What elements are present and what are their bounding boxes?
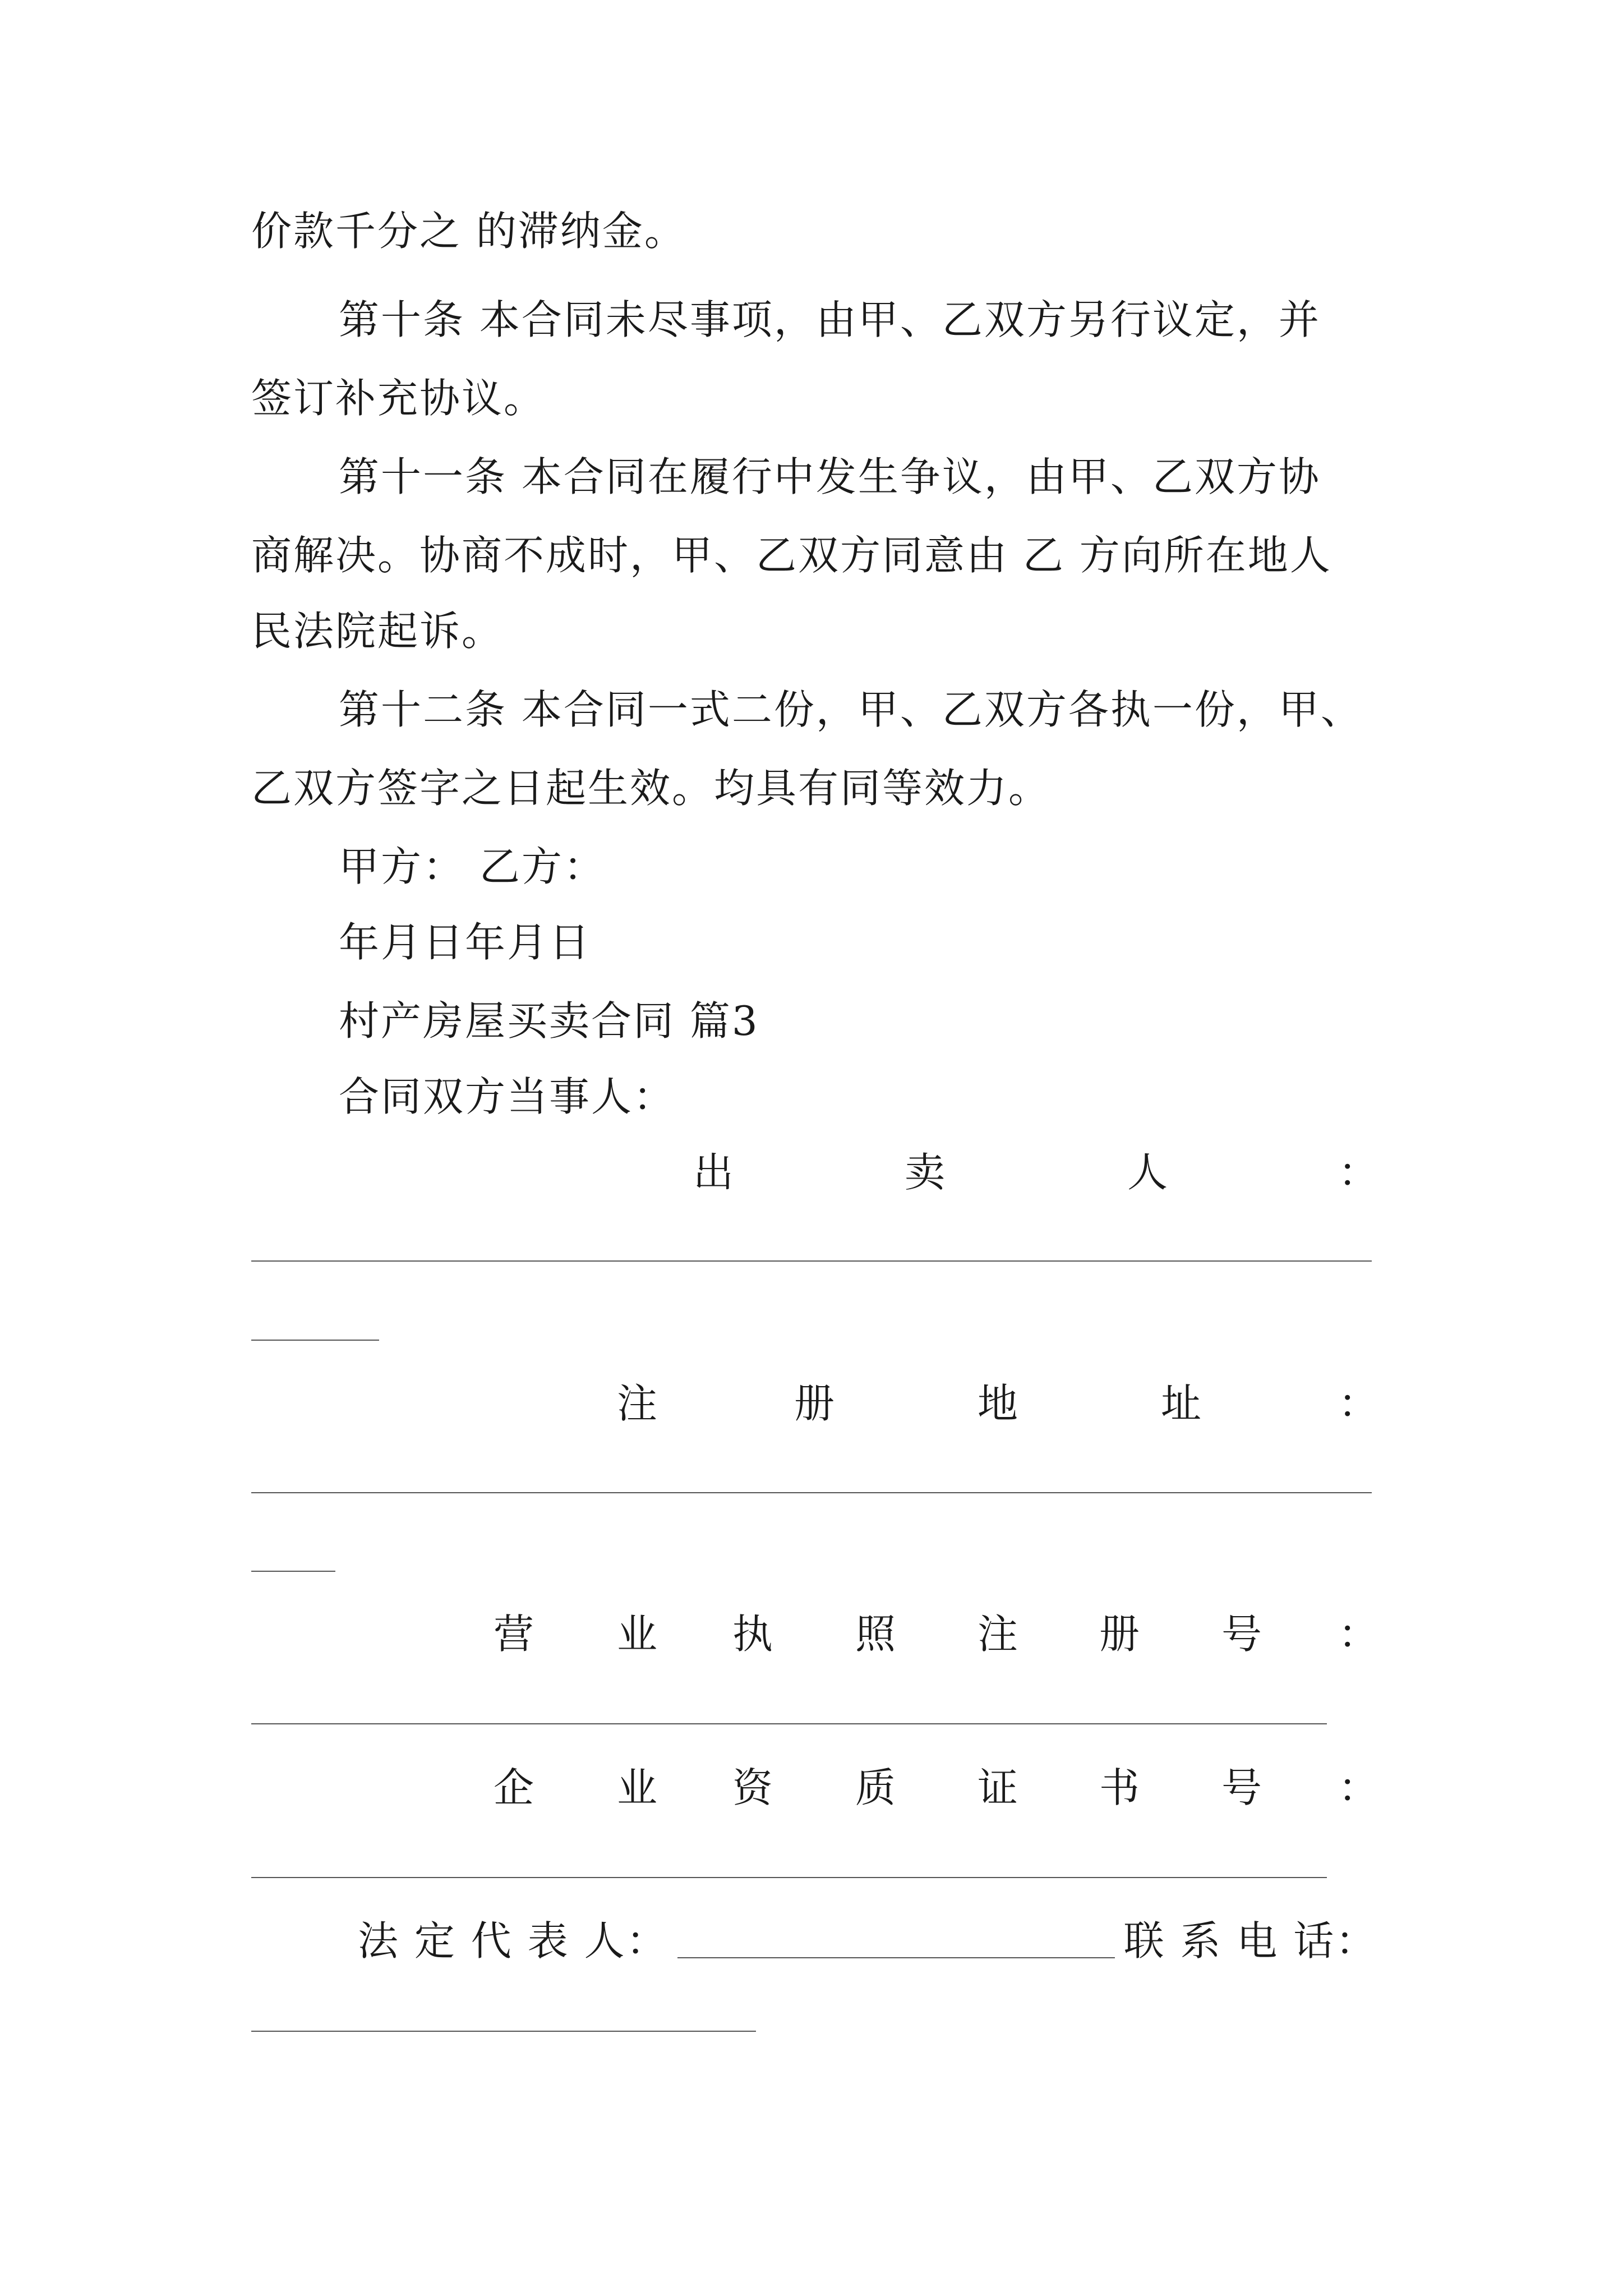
legal-rep-row [358, 1913, 1377, 1969]
article-10-line-2: 签订补充协议。 [251, 375, 546, 422]
phone-label: 联 系 电 话： [1123, 1917, 1378, 1964]
license-char: 执 [732, 1611, 773, 1658]
seller-char: ： [1338, 1149, 1379, 1196]
qualification-char: 业 [617, 1764, 658, 1811]
license-fill-line [251, 1723, 1327, 1724]
seller-fill-line-end [251, 1340, 379, 1341]
article-11-line-3: 民法院起诉。 [251, 608, 504, 655]
paragraph-late-fee: 价款千分之 的滞纳金。 [251, 208, 686, 255]
license-char: 号 [1221, 1611, 1262, 1658]
seller-char: 出 [693, 1149, 734, 1196]
address-fill-line-end [251, 1571, 335, 1572]
license-char: ： [1338, 1611, 1379, 1658]
address-char: 册 [794, 1380, 835, 1427]
qualification-char: ： [1338, 1764, 1379, 1811]
address-char: 地 [978, 1380, 1018, 1427]
signature-dates: 年月日年月日 [339, 919, 592, 966]
phone-fill-line [251, 2031, 756, 2032]
license-char: 照 [855, 1611, 896, 1658]
address-fill-line [251, 1492, 1372, 1493]
qualification-char: 号 [1221, 1764, 1262, 1811]
article-11-line-2: 商解决。协商不成时，甲、乙双方同意由 乙 方向所在地人 [251, 532, 1332, 579]
address-char: 址 [1161, 1380, 1202, 1427]
license-char: 业 [617, 1611, 658, 1658]
qualification-char: 证 [978, 1764, 1018, 1811]
qualification-char: 资 [732, 1764, 773, 1811]
qualification-char: 企 [494, 1764, 534, 1811]
article-12-line-2: 乙双方签字之日起生效。均具有同等效力。 [251, 765, 1051, 812]
qualification-fill-line [251, 1877, 1327, 1878]
legal-rep-label: 法 定 代 表 人： [358, 1917, 668, 1964]
license-char: 注 [978, 1611, 1018, 1658]
section-title: 村产房屋买卖合同 篇3 [339, 997, 759, 1045]
seller-char: 人 [1127, 1149, 1168, 1196]
parties-intro: 合同双方当事人： [339, 1073, 676, 1120]
seller-fill-line [251, 1260, 1372, 1262]
legal-rep-fill-line [677, 1957, 1115, 1958]
seller-char: 卖 [905, 1149, 946, 1196]
qualification-char: 书 [1099, 1764, 1140, 1811]
address-char: ： [1338, 1380, 1379, 1427]
qualification-char: 质 [855, 1764, 896, 1811]
article-10-line-1: 第十条 本合同未尽事项，由甲、乙双方另行议定，并 [339, 296, 1321, 343]
article-11-line-1: 第十一条 本合同在履行中发生争议，由甲、乙双方协 [339, 453, 1321, 500]
signature-parties: 甲方： 乙方： [339, 843, 606, 890]
article-12-line-1: 第十二条 本合同一式二份，甲、乙双方各执一份，甲、 [339, 686, 1363, 733]
license-char: 营 [494, 1611, 534, 1658]
license-char: 册 [1099, 1611, 1140, 1658]
address-char: 注 [617, 1380, 658, 1427]
